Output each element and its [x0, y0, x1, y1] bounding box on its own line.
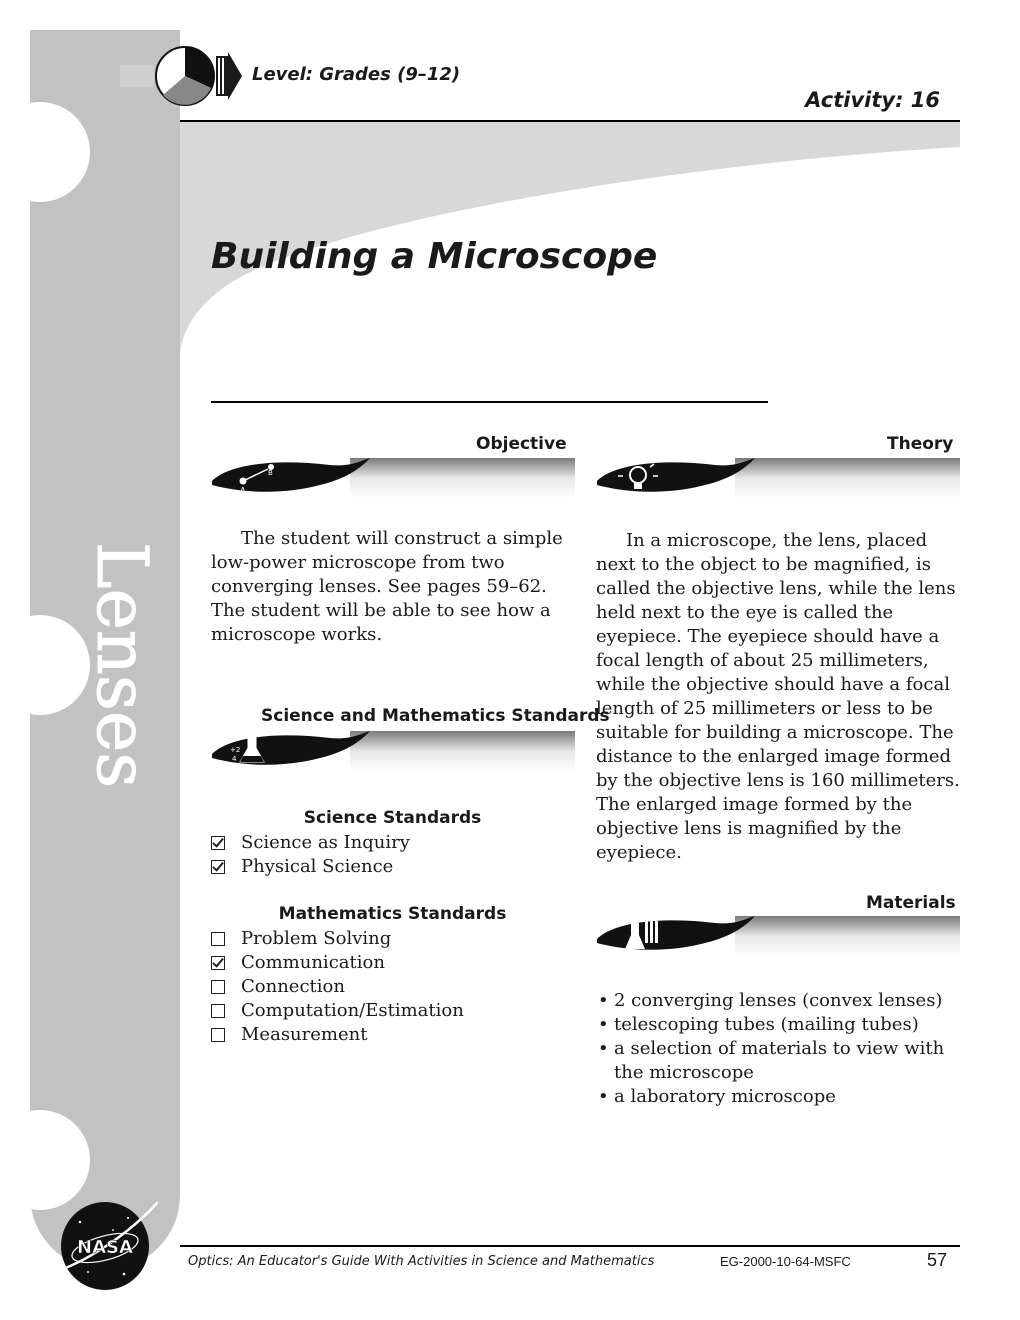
side-notch: [0, 102, 90, 202]
theory-banner: [595, 455, 960, 505]
checkbox-empty-icon: [211, 1004, 225, 1018]
side-notch: [0, 1110, 90, 1210]
theory-heading: Theory: [887, 434, 954, 454]
nasa-logo: [58, 1200, 158, 1292]
science-standards-list: [211, 831, 410, 879]
objective-text-block: [211, 527, 573, 647]
activity-number: Activity: 16: [805, 88, 940, 112]
grade-level-pie-icon: [118, 44, 246, 108]
math-standard-item: Problem Solving: [211, 927, 464, 951]
checkbox-checked-icon: [211, 860, 225, 874]
svg-text:3: 3: [232, 736, 237, 744]
math-standard-item: Connection: [211, 975, 464, 999]
science-standards-heading: Science Standards: [303, 808, 482, 828]
math-standard-item: Computation/Estimation: [211, 999, 464, 1023]
nasa-logo-text: NASA: [77, 1237, 133, 1258]
objective-banner: [210, 455, 575, 505]
math-standard-item: Measurement: [211, 1023, 464, 1047]
checkbox-empty-icon: [211, 932, 225, 946]
header-rule: [180, 120, 960, 122]
checkbox-empty-icon: [211, 980, 225, 994]
svg-text:A: A: [240, 486, 246, 495]
science-standard-item: Science as Inquiry: [211, 831, 410, 855]
footer-publication-code: EG-2000-10-64-MSFC: [720, 1254, 851, 1269]
materials-item: • a selection of materials to view with the microscope: [596, 1037, 961, 1085]
svg-text:B: B: [268, 469, 273, 477]
footer-rule: [180, 1245, 960, 1247]
objective-heading: Objective: [476, 434, 567, 454]
math-standard-item: Communication: [211, 951, 464, 975]
materials-item: • 2 converging lenses (convex lenses): [596, 989, 961, 1013]
materials-heading: Materials: [866, 893, 956, 913]
math-standards-list: [211, 927, 464, 1047]
theory-paragraph: In a microscope, the lens, placed next to the object to be magnified, is called the objective lens, while the lens held next to the eye is called the eyepiece. The eyepiece should have a focal length of about 25 millimeters, while the objective should have a focal length of 25 millimeters or less to be suitable for building a microscope. The distance to the enlarged image formed by the objective lens is 160 millimeters. The enlarged image formed by the objective lens is magnified by the eyepiece.: [596, 530, 960, 863]
materials-item: • telescoping tubes (mailing tubes): [596, 1013, 961, 1037]
svg-text:+2: +2: [230, 746, 241, 754]
page-title: Building a Microscope: [211, 236, 658, 277]
materials-banner: [595, 913, 960, 963]
side-tab-text: Lenses: [81, 542, 163, 789]
materials-list: [596, 989, 961, 1109]
svg-text:4: 4: [232, 755, 237, 763]
title-rule: [211, 401, 768, 403]
science-standard-item: Physical Science: [211, 855, 410, 879]
side-tab-label: [80, 540, 190, 790]
objective-paragraph: The student will construct a simple low-power microscope from two converging lenses. See pages 59–62. The student will be able to see how a microscope works.: [211, 528, 563, 645]
checkbox-empty-icon: [211, 1028, 225, 1042]
checkbox-checked-icon: [211, 956, 225, 970]
theory-text-block: [596, 529, 961, 865]
page-number: 57: [927, 1250, 948, 1270]
grade-level: Level: Grades (9–12): [252, 64, 461, 85]
side-notch: [0, 615, 90, 715]
checkbox-checked-icon: [211, 836, 225, 850]
footer-book-title: Optics: An Educator's Guide With Activities in Science and Mathematics: [188, 1254, 655, 1269]
standards-heading: Science and Mathematics Standards: [261, 706, 610, 726]
materials-item: • a laboratory microscope: [596, 1085, 961, 1109]
standards-banner: [210, 728, 575, 778]
math-standards-heading: Mathematics Standards: [278, 904, 507, 924]
